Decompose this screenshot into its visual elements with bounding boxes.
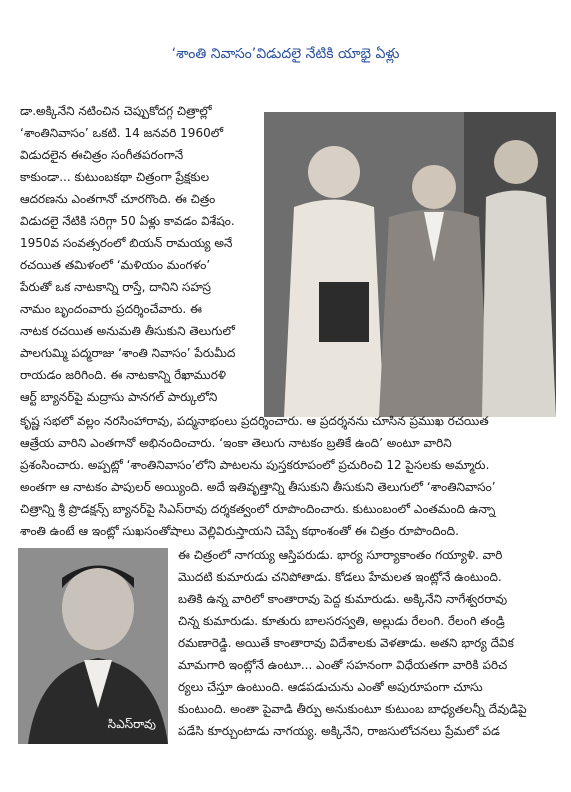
article-line: ర్యలు చేస్తూ ఉంటుంది. ఆడపడుచును ఎంతో అపురూపంగా చూసు — [178, 680, 483, 694]
article-line: డా.అక్కినేని నటించిన చెప్పుకోదగ్గ చిత్రాల్లో — [20, 104, 212, 118]
article-line: రమణారెడ్డి. అయితే కాంతారావు విదేశాలకు వెళతాడు. అతని భార్య దేవిక — [178, 636, 514, 650]
article-line: మొదటి కుమారుడు చనిపోతాడు. కోడలు హేమలత ఇంట్లోనే ఉంటుంది. — [178, 570, 502, 584]
photo-caption: సిఎస్‌రావు — [107, 717, 156, 731]
article-line: శాంతి ఉంటే ఆ ఇంట్లో సుఖసంతోషాలు వెల్లివిరుస్తాయని చెప్పే కథాంశంతో ఈ చిత్రం రూపొందింది. — [20, 524, 459, 538]
article-line: కాకుండా... కుటుంబకథా చిత్రంగా ప్రేక్షకుల — [20, 170, 210, 184]
article-line: పాలగుమ్మి పద్మరాజు ‘శాంతి నివాసం’ పేరుమీద — [20, 346, 236, 360]
article-line: చిత్రాన్ని శ్రీ ప్రొడక్షన్స్ బ్యానర్‌పై సిఎస్‌రావు దర్శకత్వంలో రూపొందించారు. కుటుంబంలో ఎంతమంది ఉన్నా — [20, 502, 496, 516]
article-line: మామగారి ఇంట్లోనే ఉంటూ... ఎంతో సహనంగా విధేయతగా వారికి పరిచ — [178, 658, 508, 672]
article-line: కృష్ణ సభలో వల్లం నరసింహారావు, పద్మనాభంలు ప్రదర్శించారు. ఆ ప్రదర్శనను చూసిన ప్రముఖ రచయిత — [20, 414, 489, 428]
article-line: ప్రశంసించారు. అప్పట్లో ‘శాంతినివాసం’లోని పాటలను పుస్తకరూపంలో ప్రచురించి 12 పైసలకు అమ్మారు. — [20, 458, 490, 472]
article-line: కుంటుంది. అంతా పైవాడి తీర్పు అనుకుంటూ కుటుంబ బాధ్యతలన్నీ దేవుడిపై — [178, 702, 527, 716]
article-headline: ‘శాంతి నివాసం’విడుదలై నేటికి యాభై ఏళ్లు — [171, 46, 400, 62]
article-line: నామం బృందంవారు ప్రదర్శించేవారు. ఈ — [20, 302, 202, 316]
article-line: 1950వ సంవత్సరంలో బియన్ రామయ్య అనే — [20, 236, 233, 250]
article-line: రాయడం జరిగింది. ఈ నాటకాన్ని రేఖామురళి — [20, 368, 226, 382]
article-line: నాటక రచయిత అనుమతి తీసుకుని తెలుగులో — [20, 324, 235, 338]
article-line: విడుదలైన ఈచిత్రం సంగీతపరంగానే — [20, 148, 184, 162]
film-still-photo — [264, 112, 556, 417]
article-line: బతికి ఉన్న వారిలో కాంతారావు పెద్ద కుమారుడు. అక్కినేని నాగేశ్వరరావు — [178, 592, 508, 606]
article-line: విడుదలై నేటికి సరిగ్గా 50 ఏళ్లు కావడం విశేషం. — [20, 214, 235, 228]
article-line: పేరుతో ఒక నాటకాన్ని రాస్తే, దానిని సహస్ర — [20, 280, 211, 294]
article-line: పడేసి కూర్చుంటాడు నాగయ్య. అక్కినేని, రాజసులోచనలు ప్రేమలో పడ — [178, 724, 500, 738]
director-portrait-photo — [18, 548, 168, 744]
article-line: రచయిత తమిళంలో ‘మళియం మంగళం’ — [20, 258, 211, 272]
article-line: అంతగా ఆ నాటకం పాపులర్ అయ్యింది. అదే ఇతివృత్తాన్ని తీసుకుని తీసుకుని తెలుగులో ‘శాంతినివాసం’ — [20, 480, 496, 494]
article-line: ‘శాంతినివాసం’ ఒకటి. 14 జనవరి 1960లో — [20, 126, 224, 140]
article-line: ఈ చిత్రంలో నాగయ్య ఆస్తిపరుడు. భార్య సూర్యాకాంతం గయ్యాళి. వారి — [178, 548, 503, 562]
article-line: ఆర్ట్ బ్యానర్‌పై మద్రాసు పానగల్ పార్కులోని — [20, 390, 218, 404]
article-line: చిన్న కుమారుడు. కూతురు బాలసరస్వతి, అల్లుడు రేలంగి. రేలంగి తండ్రి — [178, 614, 505, 628]
article-line: ఆత్రేయ వారిని ఎంతగానో అభినందించారు. ‘ఇంకా తెలుగు నాటకం బ్రతికే ఉంది’ అంటూ వారిని — [20, 436, 452, 450]
article-line: ఆదరణను ఎంతగానో చూరగొంది. ఈ చిత్రం — [20, 192, 216, 206]
